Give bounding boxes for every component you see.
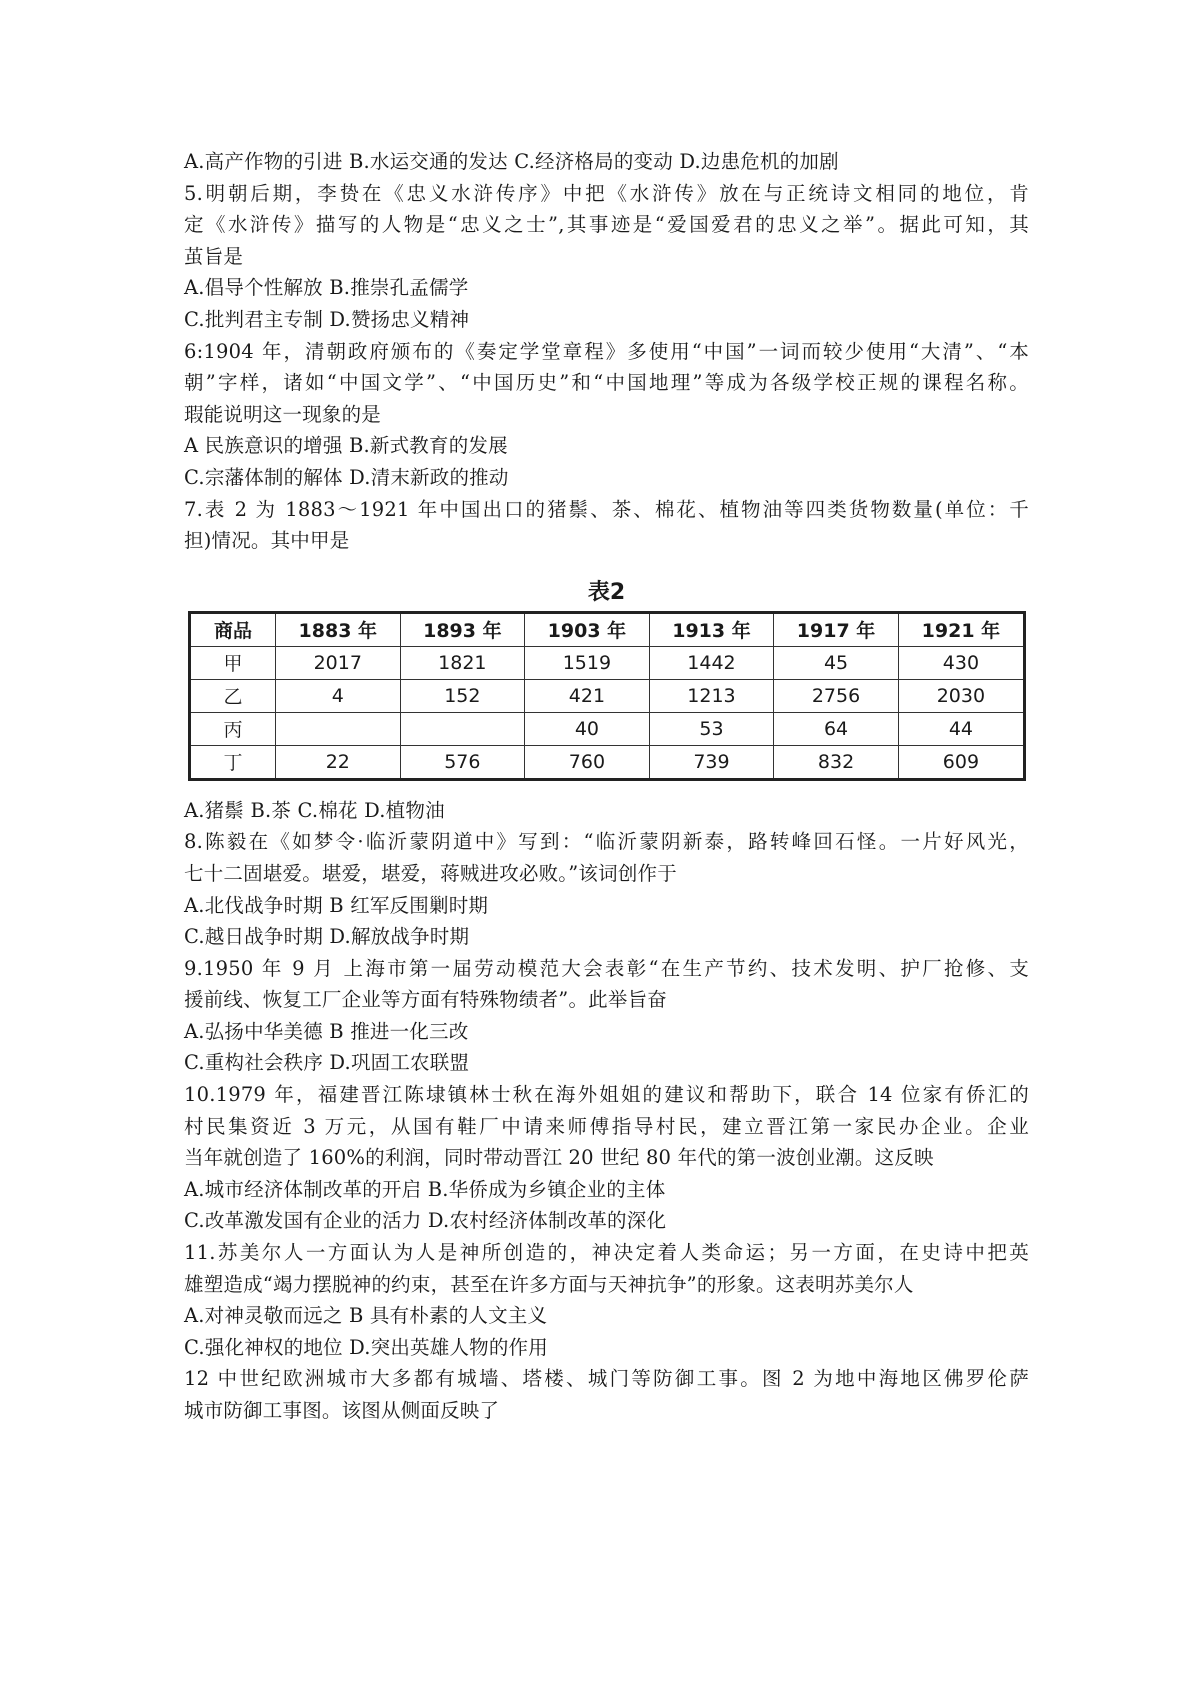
text-line: 7.表 2 为 1883～1921 年中国出口的猪鬃、茶、棉花、植物油等四类货物数量(单位：千	[184, 497, 1029, 521]
text-line: 担)情况。其中甲是	[184, 529, 350, 553]
table-row	[190, 646, 1025, 679]
table-row	[190, 679, 1025, 712]
text-line: 朝”字样，诸如“中国文学”、“中国历史”和“中国地理”等成为各级学校正规的课程名称。	[184, 371, 1029, 395]
exam-page	[184, 146, 1029, 1427]
table-row	[190, 745, 1025, 779]
text-line: 村民集资近 3 万元，从国有鞋厂中请来师傅指导村民，建立晋江第一家民办企业。企业	[184, 1114, 1029, 1138]
table-cell: 739	[649, 745, 774, 779]
table-cell: 40	[525, 712, 650, 745]
text-line: 10.1979 年，福建晋江陈埭镇林士秋在海外姐姐的建议和帮助下，联合 14 位家有侨汇的	[184, 1083, 1029, 1107]
text-line: 七十二固堪爱。堪爱，堪爱，蒋贼进攻必败。”该词创作于	[184, 861, 677, 885]
text-line: C.越日战争时期 D.解放战争时期	[184, 925, 470, 949]
text-line: 瑕能说明这一现象的是	[184, 402, 382, 426]
text-line: 9.1950 年 9 月 上海市第一届劳动模范大会表彰“在生产节约、技术发明、护厂抢修、支	[184, 956, 1029, 980]
text-line: C.重构社会秩序 D.巩固工农联盟	[184, 1051, 470, 1075]
table-cell: 64	[774, 712, 899, 745]
text-line: A.高产作物的引进 B.水运交通的发达 C.经济格局的变动 D.边患危机的加剧	[184, 150, 839, 173]
table-row-label: 甲	[190, 646, 276, 679]
text-line: 11.苏美尔人一方面认为人是神所创造的，神决定着人类命运；另一方面，在史诗中把英	[184, 1241, 1029, 1265]
text-line: A.倡导个性解放 B.推崇孔孟儒学	[184, 276, 469, 300]
table-row-label: 丙	[190, 712, 276, 745]
question-text-block-bottom	[184, 795, 1029, 1427]
table-cell: 2017	[276, 646, 401, 679]
text-line: 茧旨是	[184, 244, 244, 268]
text-line: A 民族意识的增强 B.新式教育的发展	[184, 434, 508, 458]
table-cell: 1821	[400, 646, 525, 679]
table-caption: 表2	[587, 579, 626, 605]
table-cell: 430	[898, 646, 1024, 679]
text-line: A.猪鬃 B.茶 C.棉花 D.植物油	[184, 798, 445, 822]
table-cell	[400, 712, 525, 745]
table-cell: 2030	[898, 679, 1024, 712]
text-line: 6:1904 年，清朝政府颁布的《奏定学堂章程》多使用“中国”一词而较少使用“大清”、“本	[184, 339, 1029, 363]
table-cell: 53	[649, 712, 774, 745]
table-body	[190, 646, 1025, 779]
table-header-cell: 1903 年	[525, 612, 650, 646]
text-line: C.改革激发国有企业的活力 D.农村经济体制改革的深化	[184, 1209, 667, 1233]
table-header-cell: 1893 年	[400, 612, 525, 646]
text-line: C.强化神权的地位 D.突出英雄人物的作用	[184, 1335, 548, 1359]
table-header-cell: 商品	[190, 612, 276, 646]
table-cell: 1519	[525, 646, 650, 679]
table-cell: 45	[774, 646, 899, 679]
table-cell	[276, 712, 401, 745]
table-row-label: 丁	[190, 745, 276, 779]
table-cell: 152	[400, 679, 525, 712]
table-cell: 22	[276, 745, 401, 779]
text-line: A.北伐战争时期 B 红军反围剿时期	[184, 893, 489, 917]
text-line: C.宗藩体制的解体 D.清末新政的推动	[184, 465, 509, 489]
export-table	[188, 611, 1026, 781]
table-cell: 1442	[649, 646, 774, 679]
table-header-cell: 1921 年	[898, 612, 1024, 646]
text-line: 雄塑造成“竭力摆脱神的约束，甚至在许多方面与天神抗争”的形象。这表明苏美尔人	[184, 1272, 914, 1296]
text-line: 8.陈毅在《如梦令·临沂蒙阴道中》写到：“临沂蒙阴新泰，路转峰回石怪。一片好风光，	[184, 830, 1029, 854]
table-cell: 2756	[774, 679, 899, 712]
table-cell: 44	[898, 712, 1024, 745]
table-cell: 1213	[649, 679, 774, 712]
text-line: A.对神灵敬而远之 B 具有朴素的人文主义	[184, 1304, 548, 1328]
table-cell: 760	[525, 745, 650, 779]
table-header-cell: 1883 年	[276, 612, 401, 646]
table-row-label: 乙	[190, 679, 276, 712]
table-header-cell: 1913 年	[649, 612, 774, 646]
table-header-row	[190, 612, 1025, 646]
question-text-block-top	[184, 146, 1029, 557]
table-cell: 421	[525, 679, 650, 712]
table-cell: 4	[276, 679, 401, 712]
table-cell: 576	[400, 745, 525, 779]
table-row	[190, 712, 1025, 745]
text-line: C.批判君主专制 D.赞扬忠义精神	[184, 307, 470, 331]
text-line: 援前线、恢复工厂企业等方面有特殊物绩者”。此举旨奋	[184, 988, 667, 1012]
text-line: A.城市经济体制改革的开启 B.华侨成为乡镇企业的主体	[184, 1177, 666, 1201]
table-cell: 832	[774, 745, 899, 779]
text-line: 城市防御工事图。该图从侧面反映了	[184, 1399, 500, 1422]
text-line: 5.明朝后期，李贽在《忠义水浒传序》中把《水浒传》放在与正统诗文相同的地位，肯	[184, 181, 1029, 205]
table-cell: 609	[898, 745, 1024, 779]
text-line: A.弘扬中华美德 B 推进一化三改	[184, 1019, 469, 1043]
text-line: 当年就创造了 160%的利润，同时带动晋江 20 世纪 80 年代的第一波创业潮。这反映	[184, 1146, 934, 1170]
table-header-cell: 1917 年	[774, 612, 899, 646]
text-line: 12 中世纪欧洲城市大多都有城墙、塔楼、城门等防御工事。图 2 为地中海地区佛罗伦萨	[184, 1367, 1029, 1391]
text-line: 定《水浒传》描写的人物是“忠义之士”,其事迹是“爱国爱君的忠义之举”。据此可知，其	[184, 213, 1029, 237]
